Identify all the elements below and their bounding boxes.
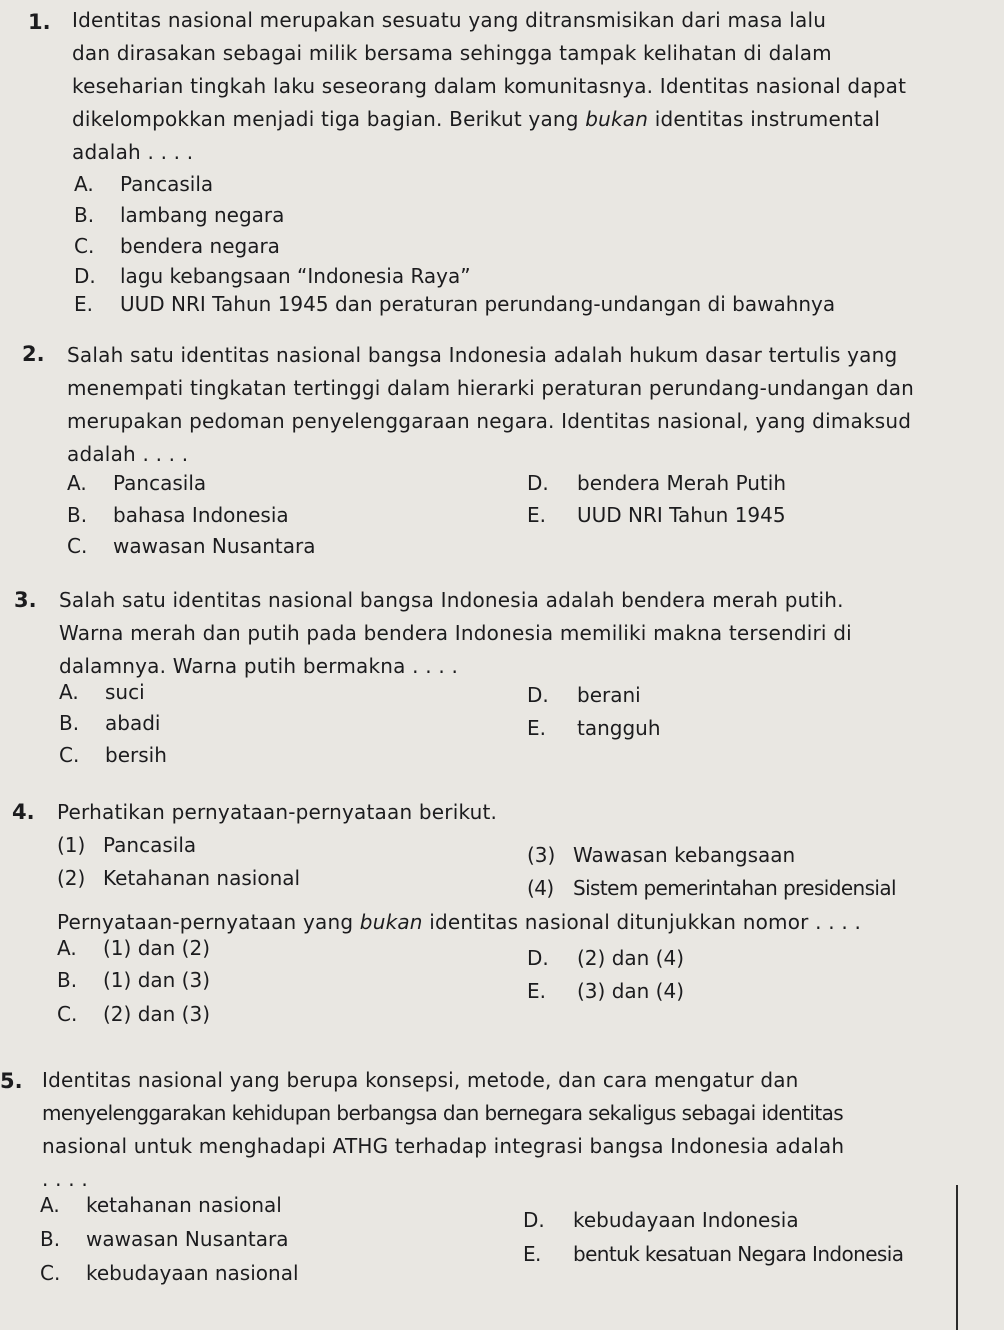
answer-option[interactable] <box>40 1227 289 1251</box>
option-text: bendera Merah Putih <box>577 471 787 495</box>
answer-option[interactable] <box>74 172 213 196</box>
question-stem <box>72 4 920 169</box>
option-letter: D. <box>523 1208 545 1232</box>
answer-option[interactable] <box>523 1208 799 1232</box>
stem-line: . . . . <box>42 1167 88 1191</box>
answer-option[interactable] <box>527 503 786 527</box>
answer-option[interactable] <box>57 936 210 960</box>
option-letter: A. <box>57 936 77 960</box>
stem-line: Salah satu identitas nasional bangsa Indonesia adalah bendera merah putih. <box>59 588 844 612</box>
answer-option[interactable] <box>59 680 145 704</box>
statement-label: (3) <box>527 843 556 867</box>
option-text: Pancasila <box>120 172 214 196</box>
answer-option[interactable] <box>40 1261 299 1285</box>
option-letter: B. <box>57 968 78 992</box>
question-number: 3. <box>14 588 37 612</box>
option-letter: C. <box>59 743 80 767</box>
stem-line: nasional untuk menghadapi ATHG terhadap integrasi bangsa Indonesia adalah <box>42 1134 845 1158</box>
statement-item <box>57 866 300 890</box>
question-prompt <box>57 906 937 939</box>
option-text: lambang negara <box>120 203 285 227</box>
answer-option[interactable] <box>40 1193 282 1217</box>
option-letter: B. <box>59 711 80 735</box>
emphasis-word: bukan <box>359 910 423 934</box>
answer-option[interactable] <box>59 743 167 767</box>
answer-option[interactable] <box>57 1002 210 1026</box>
option-text: lagu kebangsaan “Indonesia Raya” <box>120 264 471 288</box>
option-text: tangguh <box>577 716 661 740</box>
answer-option[interactable] <box>527 979 684 1003</box>
answer-option[interactable] <box>74 203 284 227</box>
statement-item <box>57 833 196 857</box>
option-letter: D. <box>74 264 96 288</box>
option-text: kebudayaan nasional <box>86 1261 299 1285</box>
option-text: UUD NRI Tahun 1945 dan peraturan perundang-undangan di bawahnya <box>120 292 836 316</box>
question-number: 4. <box>12 800 35 824</box>
option-text: (3) dan (4) <box>577 979 685 1003</box>
statement-text: Pancasila <box>103 833 197 857</box>
question-stem <box>42 1064 932 1196</box>
option-letter: C. <box>74 234 95 258</box>
statement-text: Ketahanan nasional <box>103 866 301 890</box>
answer-option[interactable] <box>57 968 210 992</box>
option-letter: E. <box>523 1242 541 1266</box>
emphasis-word: bukan <box>585 107 649 131</box>
statement-text: Wawasan kebangsaan <box>573 843 796 867</box>
statement-item <box>527 843 795 867</box>
option-letter: E. <box>527 716 546 740</box>
option-text: (2) dan (3) <box>103 1002 211 1026</box>
answer-option[interactable] <box>67 503 289 527</box>
stem-line: merupakan pedoman penyelenggaraan negara. Identitas nasional, yang dimaksud <box>67 409 912 433</box>
option-letter: A. <box>59 680 79 704</box>
answer-option[interactable] <box>527 471 786 495</box>
question-stem <box>59 584 921 683</box>
question-stem <box>67 339 923 471</box>
option-text: abadi <box>105 711 161 735</box>
option-text: bahasa Indonesia <box>113 503 289 527</box>
option-letter: A. <box>67 471 87 495</box>
option-letter: A. <box>40 1193 60 1217</box>
option-letter: D. <box>527 471 549 495</box>
answer-option[interactable] <box>74 264 471 288</box>
option-letter: C. <box>40 1261 61 1285</box>
statement-label: (1) <box>57 833 86 857</box>
answer-option[interactable] <box>74 292 835 316</box>
option-text: kebudayaan Indonesia <box>573 1208 799 1232</box>
option-letter: E. <box>74 292 93 316</box>
option-letter: B. <box>40 1227 61 1251</box>
option-text: Pancasila <box>113 471 207 495</box>
stem-line: Identitas nasional merupakan sesuatu yang ditransmisikan dari masa lalu <box>72 8 827 32</box>
option-text: bendera negara <box>120 234 280 258</box>
stem-line: dalamnya. Warna putih bermakna . . . . <box>59 654 459 678</box>
option-letter: B. <box>67 503 88 527</box>
answer-option[interactable] <box>527 946 684 970</box>
stem-line: adalah . . . . <box>67 442 189 466</box>
option-letter: B. <box>74 203 95 227</box>
option-letter: D. <box>527 946 549 970</box>
question-number: 5. <box>0 1069 23 1093</box>
stem-line: Perhatikan pernyataan-pernyataan berikut. <box>57 800 498 824</box>
option-text: (1) dan (2) <box>103 936 211 960</box>
option-text: (1) dan (3) <box>103 968 211 992</box>
stem-line-text: dikelompokkan menjadi tiga bagian. Berikut yang bukan identitas instrumental <box>72 107 881 131</box>
page-edge-divider <box>956 1185 958 1330</box>
stem-line <box>72 103 920 136</box>
answer-option[interactable] <box>527 716 661 740</box>
question-stem <box>57 796 917 829</box>
answer-option[interactable] <box>74 234 280 258</box>
stem-line: Identitas nasional yang berupa konsepsi, metode, dan cara mengatur dan <box>42 1068 799 1092</box>
option-letter: C. <box>57 1002 78 1026</box>
option-letter: D. <box>527 683 549 707</box>
option-text: (2) dan (4) <box>577 946 685 970</box>
option-letter: E. <box>527 979 546 1003</box>
answer-option[interactable] <box>527 683 641 707</box>
statement-text: Sistem pemerintahan presidensial <box>573 876 896 900</box>
stem-line: menyelenggarakan kehidupan berbangsa dan bernegara sekaligus sebagai identitas <box>42 1101 844 1125</box>
option-letter: E. <box>527 503 546 527</box>
statement-label: (4) <box>527 876 554 900</box>
statement-item <box>527 876 896 900</box>
option-text: berani <box>577 683 641 707</box>
stem-line: menempati tingkatan tertinggi dalam hierarki peraturan perundang-undangan dan <box>67 376 915 400</box>
answer-option[interactable] <box>67 534 316 558</box>
option-text: wawasan Nusantara <box>113 534 316 558</box>
answer-option[interactable] <box>67 471 206 495</box>
option-text: ketahanan nasional <box>86 1193 282 1217</box>
option-letter: C. <box>67 534 88 558</box>
option-text: suci <box>105 680 145 704</box>
statement-label: (2) <box>57 866 86 890</box>
question-number: 1. <box>28 10 51 34</box>
option-letter: A. <box>74 172 94 196</box>
stem-line: adalah . . . . <box>72 140 194 164</box>
answer-option[interactable] <box>523 1242 903 1266</box>
option-text: wawasan Nusantara <box>86 1227 289 1251</box>
option-text: UUD NRI Tahun 1945 <box>577 503 786 527</box>
question-number: 2. <box>22 342 45 366</box>
stem-line: Pernyataan-pernyataan yang bukan identitas nasional ditunjukkan nomor . . . . <box>57 910 862 934</box>
stem-line: dan dirasakan sebagai milik bersama sehingga tampak kelihatan di dalam <box>72 41 832 65</box>
stem-line: Warna merah dan putih pada bendera Indonesia memiliki makna tersendiri di <box>59 621 852 645</box>
stem-line: Salah satu identitas nasional bangsa Indonesia adalah hukum dasar tertulis yang <box>67 343 898 367</box>
answer-option[interactable] <box>59 711 160 735</box>
stem-line: keseharian tingkah laku seseorang dalam komunitasnya. Identitas nasional dapat <box>72 74 907 98</box>
option-text: bersih <box>105 743 167 767</box>
option-text: bentuk kesatuan Negara Indonesia <box>573 1242 904 1266</box>
